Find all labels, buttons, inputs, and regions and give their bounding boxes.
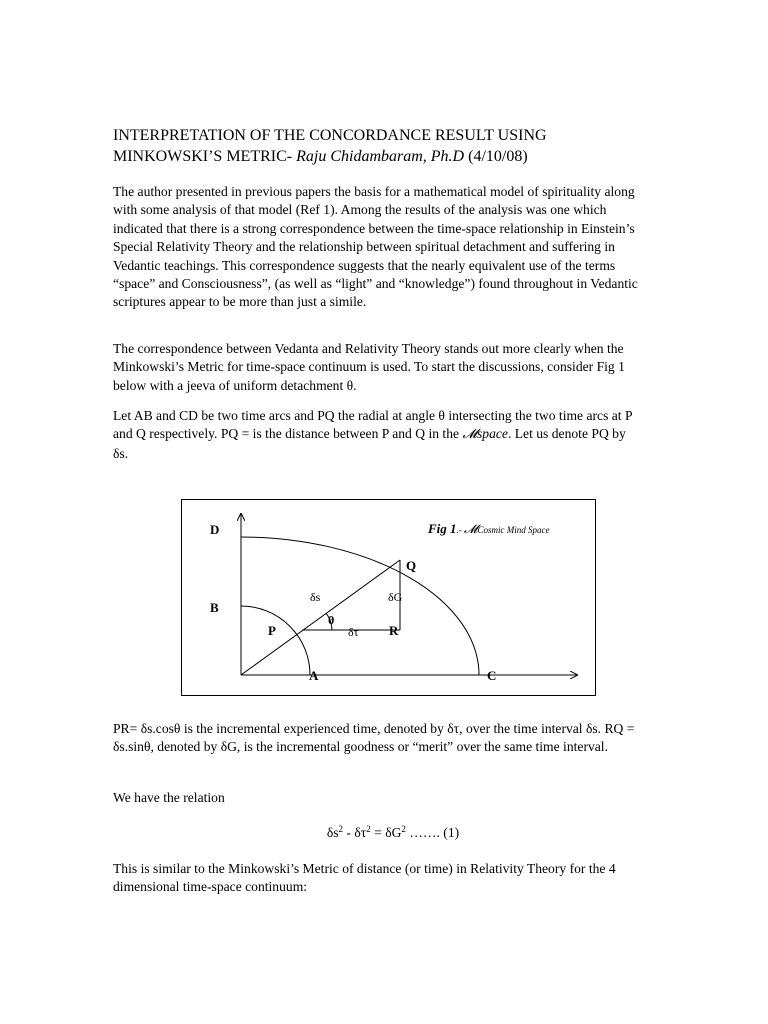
- title-line-1: INTERPRETATION OF THE CONCORDANCE RESULT USING: [113, 127, 547, 144]
- document-title: [113, 125, 653, 167]
- eq-term-dtau: - δτ: [343, 825, 367, 840]
- caption-sep: .-: [456, 525, 465, 535]
- paragraph-arcs: [113, 407, 643, 463]
- figure-1: [181, 499, 596, 696]
- label-ds: δs: [310, 590, 321, 604]
- eq-number: ……. (1): [405, 825, 460, 840]
- figure-caption: [427, 521, 550, 536]
- label-dG: δG: [388, 590, 403, 604]
- title-line-2: MINKOWSKI’S METRIC-: [113, 148, 297, 165]
- label-P: P: [268, 623, 276, 638]
- label-theta: θ: [328, 613, 335, 627]
- author-name: Raju Chidambaram, Ph.D: [296, 148, 465, 165]
- paragraph-definitions: PR= δs.cosθ is the incremental experienced time, denoted by δτ, over the time interval δs. RQ = δs.sinθ, denoted by δG, is the incremental goodness or “merit” over the same time interval.: [113, 721, 635, 755]
- label-dtau: δτ: [348, 625, 359, 639]
- paragraph-relation-intro: We have the relation: [113, 790, 225, 805]
- document-date: (4/10/08): [464, 148, 528, 165]
- eq-exp-1: 2: [338, 824, 344, 834]
- radial-PQ: [241, 560, 400, 675]
- figure-1-diagram: [182, 500, 597, 697]
- label-B: B: [210, 600, 219, 615]
- eq-term-dG: = δG: [370, 825, 402, 840]
- arc-CD: [241, 537, 479, 675]
- equation-1: [113, 824, 653, 841]
- eq-term-ds: δs: [326, 825, 339, 840]
- caption-fig: Fig 1: [428, 521, 457, 536]
- label-C: C: [487, 668, 497, 683]
- eq-exp-3: 2: [401, 824, 406, 834]
- arc-AB: [241, 606, 310, 675]
- label-D: D: [210, 522, 220, 537]
- paragraph-minkowski: This is similar to the Minkowski’s Metric of distance (or time) in Relativity Theory for the 4 dimensional time-space continuum:: [113, 861, 616, 895]
- label-A: A: [309, 668, 319, 683]
- label-Q: Q: [406, 558, 417, 573]
- paragraph-correspondence: The correspondence between Vedanta and Relativity Theory stands out more clearly when the Minkowski’s Metric for time-space continuum is used. To start the discussions, consider Fig 1 below with a jeeva of uniform detachment θ.: [113, 341, 625, 393]
- paragraph-arcs-text-2: . Let us denote PQ by δs.: [113, 426, 626, 461]
- caption-text: Cosmic Mind Space: [477, 525, 550, 535]
- mind-space-symbol: 𝓜: [462, 427, 477, 443]
- paragraph-intro: The author presented in previous papers the basis for a mathematical model of spirituality along with some analysis of that model (Ref 1). Among the results of the analysis was one which indicated that there is a strong correspondence between the time-space relationship in Einstein’s Special Relativity Theory and the relationship between spiritual detachment and suffering in Vedantic teachings. This correspondence suggests that the nearly equivalent use of the terms “space” and Consciousness”, (as well as “light” and “knowledge”) found throughout in Vedantic scriptures appear to be more than just a simile.: [113, 184, 638, 310]
- label-R: R: [389, 623, 399, 638]
- eq-exp-2: 2: [366, 824, 371, 834]
- caption-symbol: 𝓜: [464, 522, 478, 536]
- space-word: space: [477, 426, 508, 442]
- paragraph-arcs-text-1: Let AB and CD be two time arcs and PQ the radial at angle θ intersecting the two time arcs at P and Q respectively. PQ = is the distance between P and Q in the: [113, 408, 633, 442]
